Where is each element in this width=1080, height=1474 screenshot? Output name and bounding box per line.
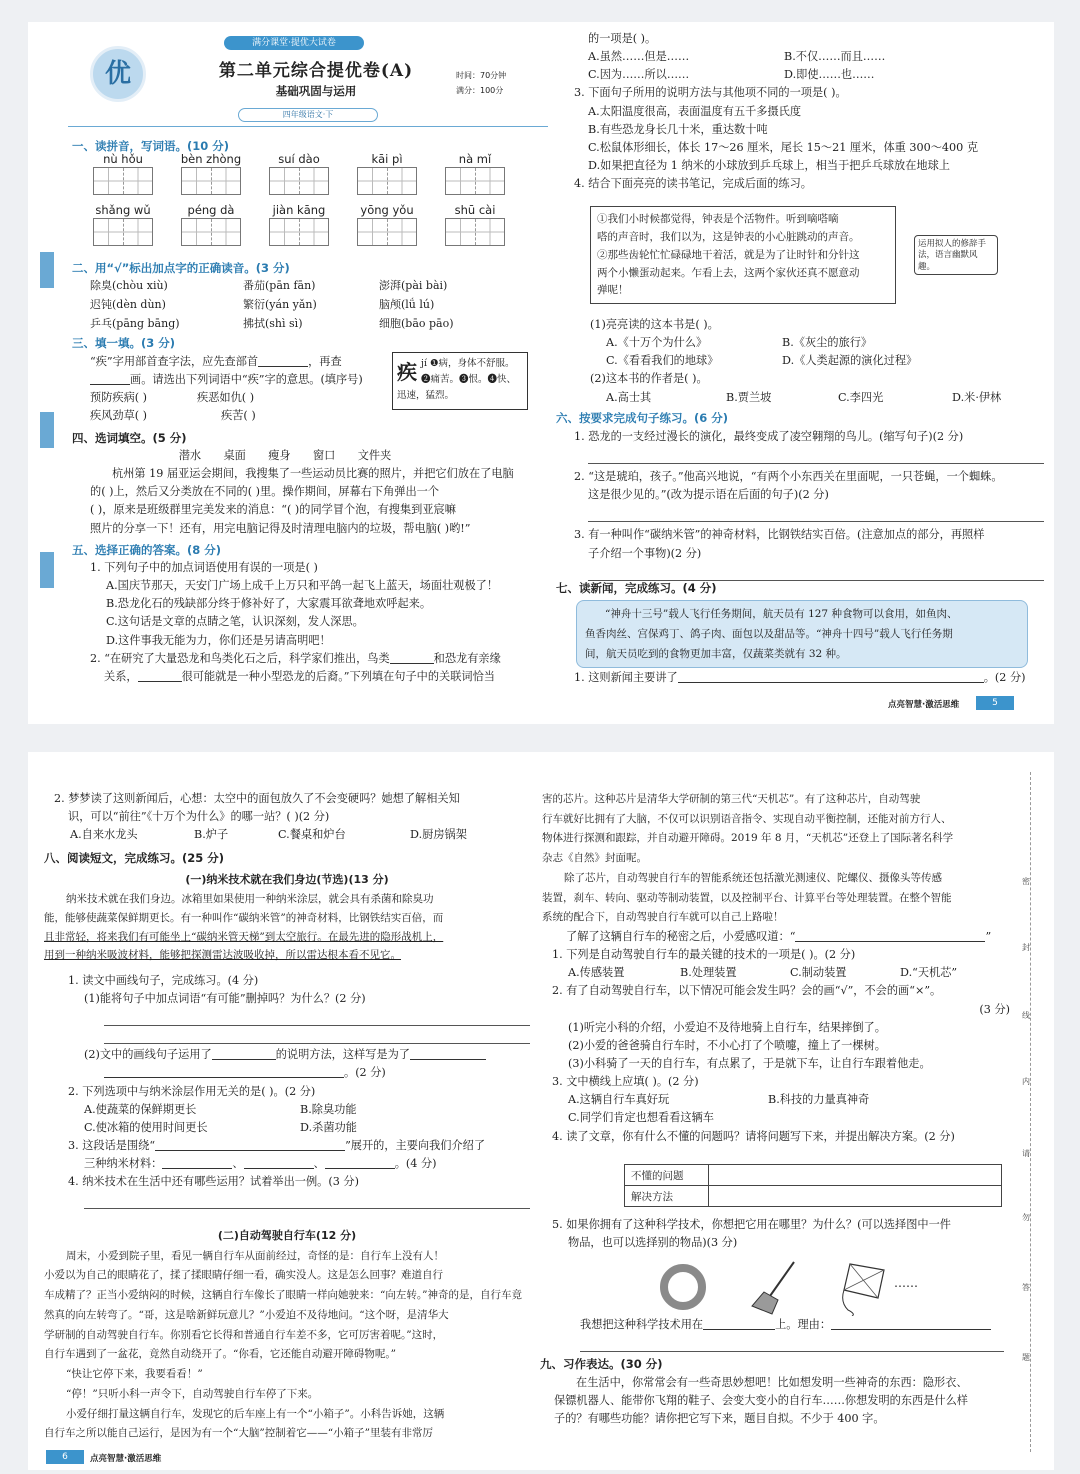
reading-item[interactable]: 拂拭(shì sì) — [243, 317, 303, 330]
writing-prompt — [554, 1374, 1024, 1428]
dictionary-box — [392, 352, 528, 410]
footer-slogan: 点亮智慧·激活思维 — [888, 700, 960, 710]
option[interactable]: B.有些恐龙身长几十米，重达数十吨 — [588, 122, 768, 136]
answer-line[interactable] — [104, 1026, 530, 1044]
question: 2. “这是琥珀，孩子。”他高兴地说，“有两个小东西关在里面呢，一只苍蝇，一个蜘蛛。 — [574, 470, 1003, 484]
answer-blank[interactable] — [104, 1066, 344, 1078]
option[interactable]: D.杀菌功能 — [300, 1120, 357, 1134]
swim-ring-icon — [660, 1264, 706, 1310]
article-line: 杂志《自然》封面呢。 — [542, 852, 647, 865]
grid-cell[interactable] — [388, 219, 417, 245]
section-7-heading: 七、读新闻，完成练习。(4 分) — [556, 581, 717, 595]
question: 3. 有一种叫作“碳纳米管”的神奇材料，比钢铁结实百倍。(注意加点的部分，再照样 — [574, 528, 985, 542]
option[interactable]: C.同学们肯定也想看看这辆车 — [568, 1111, 714, 1125]
right-column-q4 — [590, 316, 1040, 407]
seal-line-char: 封 — [1022, 943, 1030, 952]
text: 我想把这种科学技术用在 — [580, 1318, 704, 1331]
reading-note-box — [590, 206, 896, 304]
question: 1. 读文中画线句子，完成练习。(4 分) — [68, 974, 259, 987]
table-cell[interactable] — [709, 1186, 1002, 1207]
option[interactable]: D.这件事我无能为力，你们还是另请高明吧！ — [106, 633, 331, 647]
grid-cell[interactable] — [388, 168, 417, 194]
writing-grid[interactable] — [181, 167, 241, 195]
seal-line-char: 内 — [1022, 1077, 1030, 1086]
word-item[interactable]: 疾苦( ) — [221, 409, 256, 423]
answer-blank[interactable] — [244, 1157, 314, 1169]
article-line: 车成精了？正当小爱纳闷的时候，这辆自行车像长了眼睛一样向她驶来：“向左转。”神奇的是，自行车竟 — [44, 1289, 522, 1302]
section-5-heading: 五、选择正确的答案。(8 分) — [72, 543, 222, 557]
option[interactable]: A.传感装置 — [568, 966, 625, 980]
article-line: 自行车遇到了一盆花，竟然自动绕开了。“你看，它还能自动避开障碍物呢。” — [44, 1348, 396, 1361]
pinyin-label: bèn zhòng — [180, 152, 242, 166]
text: 画。请选出下列词语中“疾”字的意思。(填序号) — [130, 373, 363, 387]
pinyin-label: shū cài — [454, 203, 496, 217]
pinyin-item — [178, 152, 244, 195]
article-2-cont — [542, 790, 1016, 928]
pinyin-label: shǎng wǔ — [95, 203, 151, 217]
question: 3. 下面句子所用的说明方法与其他项不同的一项是( )。 — [574, 86, 847, 100]
question: 2. 下列选项中与纳米涂层作用无关的是( )。(2 分) — [68, 1084, 316, 1098]
question-cont: 的一项是( )。 — [588, 32, 657, 45]
pinyin-item — [354, 203, 420, 246]
para-line: 的( )上，然后又分类放在不同的( )里。操作期间，屏幕右下角弹出一个 — [90, 485, 440, 499]
option[interactable]: A.使蔬菜的保鲜期更长 — [84, 1102, 197, 1116]
dict-line: jí ❶病，身体不舒服。 — [421, 358, 515, 369]
seal-line-char: 密 — [1022, 877, 1030, 886]
footer-slogan: 点亮智慧·激活思维 — [90, 1454, 162, 1464]
dict-line: 迅速，猛烈。 — [397, 390, 455, 402]
text: ”展开的，主要向我们介绍了 — [345, 1138, 486, 1152]
text: 2. “在研究了大量恐龙和鸟类化石之后，科学家们推出，鸟类 — [90, 651, 390, 665]
grid-cell[interactable] — [212, 168, 241, 194]
grid-cell[interactable] — [446, 219, 476, 245]
pinyin-label: suí dào — [278, 152, 320, 166]
para-line: 照片的分享一下！还有，用完电脑记得及时清理电脑内的垃圾，帮电脑( )哟!” — [90, 521, 471, 535]
pinyin-item — [354, 152, 420, 195]
text: 和恐龙有亲缘 — [433, 651, 501, 665]
text: 关系， — [104, 669, 138, 683]
broom-icon — [750, 1258, 804, 1316]
option[interactable]: B.不仅……而且…… — [784, 50, 886, 64]
option[interactable]: A.太阳温度很高，表面温度有五千多摄氏度 — [588, 104, 802, 118]
grid-cell[interactable] — [182, 168, 212, 194]
option[interactable]: C.松鼠体形细长，体长 17～26 厘米，尾长 15～21 厘米，体重 300～400 克 — [588, 140, 979, 154]
more-items-ellipsis: …… — [894, 1276, 918, 1290]
option[interactable]: B.《灰尘的旅行》 — [782, 336, 873, 350]
note-line: 两个小懒蛋动起来。乍看上去，这两个家伙还真不愿意动 — [597, 266, 860, 279]
article-line: 装置，刹车、转向、驱动等制动装置，以及控制平台、计算平台等处理装置。在整个智能 — [542, 891, 952, 904]
reading-item[interactable]: 除臭(chòu xiù) — [90, 279, 168, 292]
pinyin-label: yōng yǒu — [360, 203, 414, 217]
question: 识，可以“前往”《十万个为什么》的哪一站？( )(2 分) — [68, 810, 330, 824]
article-line: “停！”只听小科一声令下，自动驾驶自行车停了下来。 — [66, 1387, 319, 1400]
option[interactable]: B.炉子 — [194, 828, 229, 842]
option[interactable]: B.恐龙化石的残缺部分终于修补好了，大家震耳欲聋地欢呼起来。 — [106, 597, 432, 611]
grid-cell[interactable] — [270, 168, 300, 194]
section-5-body — [90, 559, 552, 686]
article-line: 周末，小爱到院子里，看见一辆自行车从面前经过，奇怪的是：自行车上没有人！ — [66, 1249, 444, 1262]
grid-cell[interactable] — [300, 219, 329, 245]
question-5 — [552, 1216, 1022, 1252]
pinyin-label: kāi pì — [371, 152, 403, 166]
option[interactable]: D.“天机芯” — [900, 966, 958, 980]
answer-line[interactable] — [588, 504, 1044, 522]
page-subtitle: 基础巩固与运用 — [275, 84, 357, 98]
question: 2. 有了自动驾驶自行车，以下情况可能会发生吗？会的画“√”，不会的画“×”。 — [552, 984, 942, 998]
pinyin-item — [442, 203, 508, 246]
seal-line — [1030, 772, 1031, 1452]
writing-grid[interactable] — [93, 167, 153, 195]
article-line: 系统的配合下，自动驾驶自行车就可以自己上路啦！ — [542, 911, 784, 924]
article-line: 纳米技术就在我们身边。冰箱里如果使用一种纳米涂层，就会具有杀菌和除臭功 — [66, 892, 434, 905]
answer-blank[interactable] — [155, 1139, 345, 1151]
grid-cell[interactable] — [300, 168, 329, 194]
grid-cell[interactable] — [124, 219, 153, 245]
para-line: ( )，原来是班级群里完美发来的消息：“( )的同学冒个泡，有搜集到亚宸嘛 — [90, 503, 456, 517]
answer-blank[interactable] — [678, 671, 984, 683]
pinyin-item — [266, 203, 332, 246]
option[interactable]: A.高士其 — [606, 390, 652, 404]
question: 4. 纳米技术在生活中还有哪些运用？试着举出一例。(3 分) — [68, 1175, 359, 1189]
pinyin-label: jiàn kāng — [272, 203, 326, 217]
word-item[interactable]: 疾恶如仇( ) — [197, 391, 255, 405]
section-6-body — [574, 428, 1044, 581]
text: 了解了这辆自行车的秘密之后，小爱感叹道：“ — [566, 930, 796, 943]
grade-label: 四年级语文·下 — [238, 108, 378, 122]
time-limit: 时间：70分钟 — [456, 71, 507, 80]
option[interactable]: B.处理装置 — [680, 966, 737, 980]
right-column-top — [574, 30, 1044, 193]
option[interactable]: C.因为……所以…… — [588, 68, 690, 82]
reading-item[interactable]: 澎湃(pài bài) — [379, 279, 448, 292]
table-cell[interactable] — [709, 1165, 1002, 1186]
reading-item[interactable]: 脑颅(lǘ lú) — [379, 298, 435, 311]
news-box — [576, 600, 1028, 668]
grid-cell[interactable] — [358, 168, 388, 194]
header-banner: 满分课堂·提优大试卷 — [224, 36, 364, 50]
page-number: 5 — [976, 696, 1014, 710]
kite-icon — [836, 1260, 892, 1316]
question-5-answer — [580, 1316, 991, 1334]
article-title: (二)自动驾驶自行车(12 分) — [217, 1229, 357, 1242]
option[interactable]: C.这句话是文章的点睛之笔，认识深刻，发人深思。 — [106, 615, 364, 629]
option[interactable]: D.如果把直径为 1 纳米的小球放到乒乓球上，相当于把乒乓球放在地球上 — [588, 158, 950, 172]
judge-item[interactable]: (3)小科骑了一天的自行车，有点累了，于是就下车，让自行车跟着他走。 — [568, 1056, 931, 1070]
answer-line[interactable] — [588, 563, 1044, 581]
article-1-questions: 1. 读文中画线句子，完成练习。(4 分) (1)能将句子中加点词语“有可能”删掉吗？为什么？(2 分) (2)文中的画线句子运用了 的说明方法，这样写是为了 。(2 分) 2. 下列选项中与纳米涂层作用无关的是( )。(2 分) A.使蔬菜的保鲜期更长 B.除臭功能 C.使冰箱的使用时间更长 D.杀菌功能 3. 这段话是围绕“ ”展开的，主要向我们介绍了 三种纳米材料： 、 、 。(4 分) 4. 纳米技术在生活中还有哪些运用？试着举出一例。(3 分) — [54, 972, 530, 1209]
reading-item[interactable]: 乒乓(pāng bāng) — [90, 317, 180, 330]
article-line: 行车就好比拥有了大脑，不仅可以识别语音指令、实现自动平衡控制，还能对前方行人、 — [542, 812, 952, 825]
table-label: 不懂的问题 — [625, 1165, 709, 1186]
badge-icon: 优 — [90, 46, 146, 102]
option[interactable]: D.厨房锅架 — [410, 828, 467, 842]
pinyin-label: nù hǒu — [103, 152, 143, 166]
text: 。(4 分) — [394, 1157, 437, 1171]
seal-line-char: 请 — [1022, 1149, 1030, 1158]
reading-item[interactable]: 迟钝(dèn dùn) — [90, 298, 166, 311]
news-line: 鱼香肉丝、宫保鸡丁、鸽子肉、面包以及甜品等。“神舟十四号”载人飞行任务期 — [585, 627, 953, 640]
pinyin-item — [90, 152, 156, 195]
section-3-heading: 三、填一填。(3 分) — [72, 336, 176, 350]
article-2 — [44, 1226, 530, 1444]
news-line: 间，航天员吃到的食物更加丰富，仅蔬菜类就有 32 种。 — [585, 647, 847, 660]
option[interactable]: C.使冰箱的使用时间更长 — [84, 1120, 208, 1134]
question: 2. 梦梦读了这则新闻后，心想：太空中的面包放久了不会变硬吗？她想了解相关知 — [54, 792, 460, 805]
article-line: 自行车之所以能自己运行，是因为有一个“大脑”控制着它——“小箱子”里装有非常厉 — [44, 1427, 433, 1440]
pinyin-label: péng dà — [187, 203, 235, 217]
answer-blank[interactable] — [831, 1318, 991, 1330]
article-line: 物体进行探测和跟踪，并自动避开障碍。2019 年 8 月，“天机芯”还登上了国际著名科学 — [542, 832, 954, 845]
answer-blank[interactable] — [138, 670, 182, 682]
note-line: 弹呢！ — [597, 284, 629, 297]
option[interactable]: D.米·伊林 — [952, 390, 1002, 404]
text: 。(2 分) — [983, 671, 1026, 684]
option[interactable]: C.制动装置 — [790, 966, 847, 980]
word-bank: 潜水 桌面 瘦身 窗口 文件夹 — [178, 449, 392, 462]
article-title: (一)纳米技术就在我们身边(节选)(13 分) — [185, 873, 389, 886]
answer-blank[interactable] — [90, 373, 130, 385]
grid-cell[interactable] — [358, 219, 388, 245]
writing-grid[interactable] — [357, 167, 417, 195]
article-1 — [44, 870, 530, 965]
judge-item[interactable]: (2)小爱的爸爸骑自行车时，不小心打了个喷嚏，撞上了一棵树。 — [568, 1038, 886, 1052]
seal-line-char: 线 — [1022, 1011, 1030, 1020]
option[interactable]: B.贾兰坡 — [726, 390, 772, 404]
word-item[interactable]: 疾风劲草( ) — [90, 409, 148, 423]
reading-item[interactable]: 繁衍(yán yǎn) — [243, 298, 317, 311]
option[interactable]: B.除臭功能 — [300, 1102, 357, 1116]
pinyin-item — [442, 152, 508, 195]
grid-cell[interactable] — [476, 168, 505, 194]
grid-cell[interactable] — [270, 219, 300, 245]
answer-blank[interactable] — [795, 930, 985, 942]
news-question — [574, 669, 1026, 687]
question: 4. 结合下面亮亮的读书笔记，完成后面的练习。 — [574, 177, 812, 191]
question: 1. 下列句子中的加点词语使用有误的一项是( ) — [90, 561, 318, 574]
article-line: 小爱以为自己的眼睛花了，揉了揉眼睛仔细一看，确实没人。这是怎么回事？难道自行 — [44, 1269, 443, 1282]
writing-grid[interactable] — [93, 218, 153, 246]
question: 1. 恐龙的一支经过漫长的演化，最终变成了凌空翱翔的鸟儿。(缩写句子)(2 分) — [574, 430, 964, 443]
article-line: 且非常轻，将来我们有可能坐上“碳纳米管天梯”到太空旅行。在最先进的隐形战机上， — [44, 930, 444, 943]
answer-blank[interactable] — [212, 1048, 276, 1060]
question: 3. 文中横线上应填( )。(2 分) — [552, 1075, 699, 1089]
grid-cell[interactable] — [94, 219, 124, 245]
writing-grid[interactable] — [357, 218, 417, 246]
option[interactable]: D.即使……也…… — [784, 68, 875, 82]
question: 5. 如果你拥有了这种科学技术，你想把它用在哪里？为什么？(可以选择图中一件 — [552, 1218, 951, 1231]
side-tab — [40, 412, 54, 448]
writing-grid[interactable] — [445, 167, 505, 195]
question: 子介绍一个事物)(2 分) — [588, 546, 702, 560]
note-line: ②那些齿轮忙忙碌碌地干着活，就是为了让时针和分针这 — [597, 248, 860, 261]
table-label: 解决方法 — [625, 1186, 709, 1207]
header-divider — [68, 126, 548, 127]
text: “疾”字用部首查字法，应先查部首 — [90, 355, 259, 368]
option[interactable]: C.李四光 — [838, 390, 884, 404]
article-line: 学研制的自动驾驶自行车。你别看它长得和普通自行车差不多，它可厉害着呢。”这时， — [44, 1328, 444, 1341]
section-1-heading: 一、读拼音，写词语。(10 分) — [72, 139, 230, 153]
article-line: 害的芯片。这种芯片是清华大学研制的第三代“天机芯”。有了这种芯片，自动驾驶 — [542, 793, 921, 805]
grid-cell[interactable] — [212, 219, 241, 245]
grid-cell[interactable] — [124, 168, 153, 194]
article-line: 然真的向左转弯了。“哥，这是啥新鲜玩意儿？”小爱迫不及待地问。“这个呀，是清华大 — [44, 1308, 449, 1321]
grid-cell[interactable] — [182, 219, 212, 245]
prompt-line: 子的？有哪些功能？请你把它写下来，题目自拟。不少于 400 字。 — [554, 1412, 885, 1426]
question-table — [624, 1164, 1002, 1207]
page-number: 6 — [46, 1450, 84, 1464]
option[interactable]: A.《十万个为什么》 — [606, 336, 708, 350]
full-score: 满分：100分 — [456, 86, 504, 95]
option[interactable]: A.国庆节那天，天安门广场上成千上万只和平鸽一起飞上蓝天，场面壮观极了！ — [106, 579, 499, 593]
exam-page-5 — [28, 22, 1054, 724]
side-tab — [40, 252, 54, 288]
section-2-heading: 二、用“√”标出加点字的正确读音。(3 分) — [72, 261, 290, 275]
para-line: 杭州第 19 届亚运会期间，我搜集了一些运动员比赛的照片，并把它们放在了电脑 — [112, 467, 514, 481]
news-line: “神舟十三号”载人飞行任务期间，航天员有 127 种食物可以食用，如鱼肉、 — [605, 608, 958, 620]
exam-page-6 — [28, 752, 1054, 1470]
answer-blank[interactable] — [410, 1048, 486, 1060]
note-line: 嗒的声音时，我们以为，这是钟表的小心脏跳动的声音。 — [597, 230, 860, 243]
prompt-line: 保镖机器人、能带你飞翔的鞋子、会变大变小的自行车……你想发明的东西是什么样 — [554, 1394, 968, 1408]
answer-blank[interactable] — [258, 355, 308, 367]
option[interactable]: A.这辆自行车真好玩 — [568, 1093, 670, 1107]
section-8-heading: 八、阅读短文，完成练习。(25 分) — [44, 851, 225, 865]
option[interactable]: C.《看看我们的地球》 — [606, 354, 719, 368]
pinyin-item — [90, 203, 156, 246]
grid-cell[interactable] — [476, 219, 505, 245]
article-line: 小爱仔细打量这辆自行车，发现它的后车座上有一个“小箱子”。小科告诉她，这辆 — [66, 1407, 445, 1420]
answer-line[interactable] — [84, 1191, 530, 1209]
writing-grid[interactable] — [269, 167, 329, 195]
text: ，再查 — [308, 355, 342, 368]
article-line: 用到一种纳米吸波材料，能够把探测雷达波吸收掉，所以雷达根本看不见它。 — [44, 949, 401, 962]
score: (3 分) — [979, 1002, 1010, 1016]
article-line: 除了芯片，自动驾驶自行车的智能系统还包括激光测速仪、陀螺仪、摄像头等传感 — [564, 871, 942, 884]
pinyin-item — [178, 203, 244, 246]
text: (2)文中的画线句子运用了 — [84, 1048, 212, 1062]
text: 的说明方法，这样写是为了 — [275, 1048, 410, 1062]
writing-grid[interactable] — [445, 218, 505, 246]
judge-item[interactable]: (1)听完小科的介绍，小爱迫不及待地骑上自行车，结果摔倒了。 — [568, 1020, 886, 1034]
text: 上。理由： — [775, 1318, 832, 1331]
side-tab — [40, 552, 54, 588]
pinyin-label: nà mǐ — [458, 152, 492, 166]
question: (1)能将句子中加点词语“有可能”删掉吗？为什么？(2 分) — [84, 992, 366, 1006]
article-line: 能，能够使蔬菜保鲜期更长。有一种叫作“碳纳米管”的神奇材料，比钢铁结实百倍，而 — [44, 911, 444, 924]
question: 这是很少见的。”(改为提示语在后面的句子)(2 分) — [588, 488, 829, 502]
question: (1)亮亮读的这本书是( )。 — [590, 318, 719, 331]
option[interactable]: A.虽然……但是…… — [588, 50, 690, 64]
dict-line: ❷痛苦。❸恨。❹快、 — [421, 374, 517, 386]
word-item[interactable]: 预防疾病( ) — [90, 391, 148, 405]
answer-blank[interactable] — [390, 652, 434, 664]
question: (2)这本书的作者是( )。 — [590, 372, 708, 386]
section-3-body — [90, 353, 390, 426]
text: 1. 这则新闻主要讲了 — [574, 671, 678, 684]
reading-item[interactable]: 细胞(bāo pāo) — [379, 317, 454, 330]
option[interactable]: D.《人类起源的演化过程》 — [782, 354, 918, 368]
answer-blank[interactable] — [162, 1157, 232, 1169]
section-4-body — [90, 447, 550, 538]
section-9-heading: 九、习作表达。(30 分) — [540, 1357, 663, 1371]
left-column — [54, 790, 528, 844]
answer-line[interactable] — [588, 446, 1044, 464]
answer-blank[interactable] — [325, 1157, 395, 1169]
note-line: ①我们小时候都觉得，钟表是个活物件。听到嘀嗒嘀 — [597, 213, 839, 225]
grid-cell[interactable] — [446, 168, 476, 194]
annotation-callout: 运用拟人的修辞手法，语言幽默风趣。 — [914, 235, 998, 275]
option[interactable]: C.餐桌和炉台 — [278, 828, 346, 842]
question: 1. 下列是自动驾驶自行车的最关键的技术的一项是( )。(2 分) — [552, 948, 856, 962]
text: 很可能就是一种小型恐龙的后裔。”下列填在句子中的关联词恰当 — [181, 669, 495, 683]
text: 3. 这段话是围绕“ — [68, 1138, 156, 1152]
text: 三种纳米材料： — [84, 1157, 163, 1171]
writing-grid[interactable] — [181, 218, 241, 246]
question: 物品，也可以选择别的物品)(3 分) — [568, 1236, 738, 1250]
section-4-heading: 四、选词填空。(5 分) — [72, 431, 187, 445]
seal-line-char: 答 — [1022, 1283, 1030, 1292]
writing-grid[interactable] — [269, 218, 329, 246]
question: 4. 读了文章，你有什么不懂的问题吗？请将问题写下来，并提出解决方案。(2 分) — [552, 1129, 955, 1143]
pinyin-item — [266, 152, 332, 195]
seal-line-char: 题 — [1022, 1353, 1030, 1362]
section-6-heading: 六、按要求完成句子练习。(6 分) — [556, 411, 729, 425]
seal-line-char: 勿 — [1022, 1213, 1030, 1222]
answer-line[interactable] — [104, 1008, 530, 1026]
option[interactable]: B.科技的力量真神奇 — [768, 1093, 870, 1107]
page-title: 第二单元综合提优卷(A) — [218, 61, 414, 81]
text: 。(2 分) — [344, 1066, 386, 1080]
grid-cell[interactable] — [94, 168, 124, 194]
answer-blank[interactable] — [703, 1318, 775, 1330]
article-line: “快让它停下来，我要看看！” — [66, 1368, 203, 1381]
option[interactable]: A.自来水龙头 — [70, 828, 138, 842]
reading-item[interactable]: 番茄(pān fān) — [243, 279, 316, 292]
dict-char: 疾 — [397, 360, 417, 384]
answer-line[interactable] — [580, 1334, 1004, 1352]
article-2-questions: 了解了这辆自行车的秘密之后，小爱感叹道：“ ” 1. 下列是自动驾驶自行车的最关键的技术的一项是( )。(2 分) A.传感装置 B.处理装置 C.制动装置 D.“天机芯” 2. 有了自动驾驶自行车，以下情况可能会发生吗？会的画“√”，不会的画“×”。 (3 分) (1)听完小科的介绍，小爱迫不及待地骑上自行车，结果摔倒了。 (2)小爱的爸爸骑自行车时，不小心打了个喷嚏，撞上了一棵树。 (3)小科骑了一天的自行车，有点累了，于是就下车，让自行车跟着他走。 3. 文中横线上应填( )。(2 分) A.这辆自行车真好玩 B.科技的力量真神奇 C.同学们肯定也想看看这辆车 4. 读了文章，你有什么不懂的问题吗？请将问题写下来，并提出解决方案。(2 分) — [542, 928, 1016, 1146]
prompt-line: 在生活中，你常常会有一些奇思妙想吧！比如想发明一些神奇的东西：隐形衣、 — [576, 1376, 968, 1389]
